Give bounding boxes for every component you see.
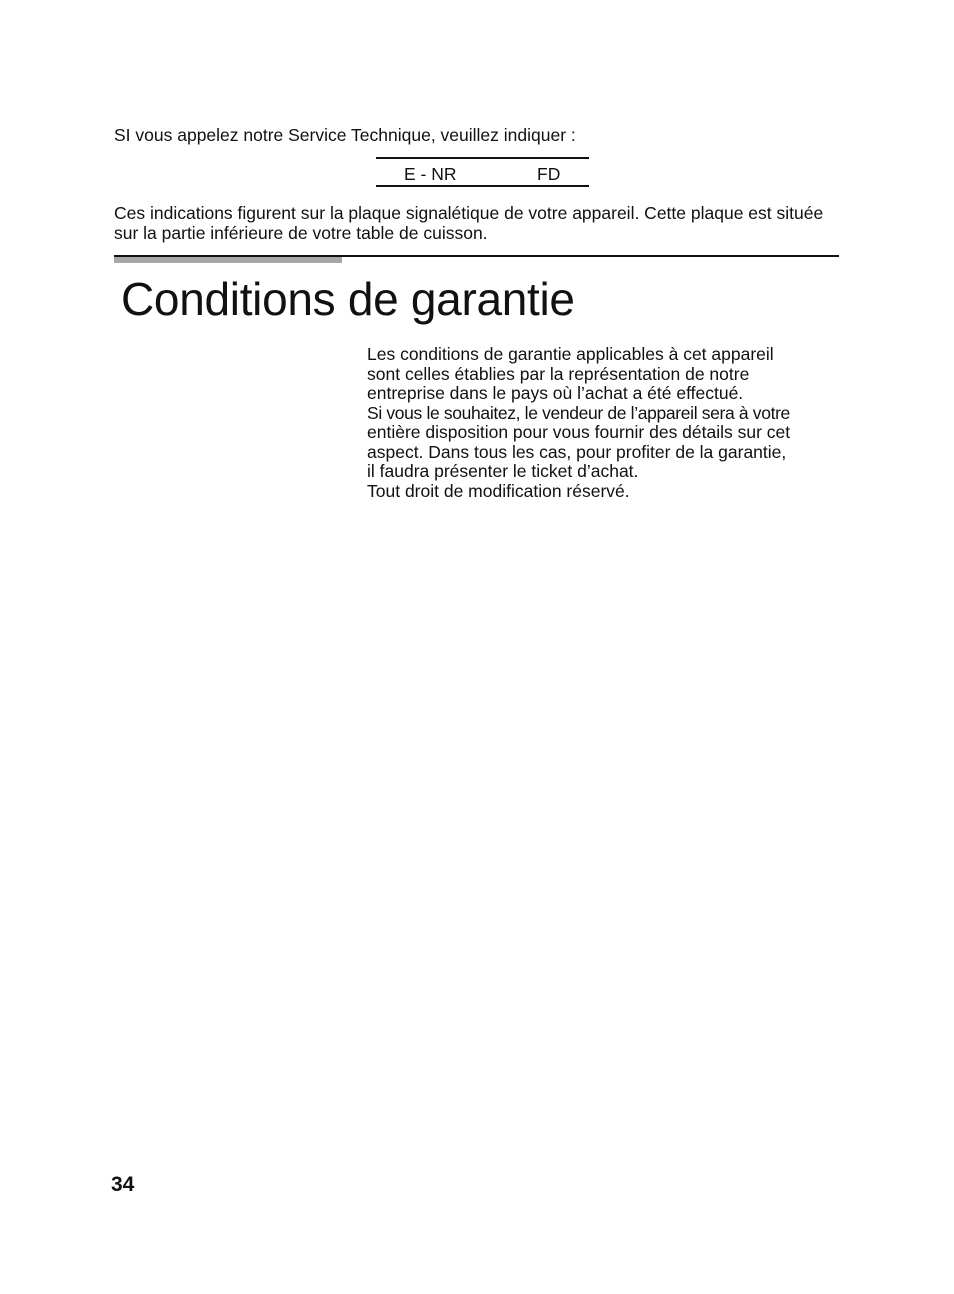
warranty-line: Tout droit de modification réservé. (367, 480, 630, 501)
page-number: 34 (111, 1173, 135, 1196)
enr-label: E - NR (404, 164, 457, 184)
fd-label: FD (537, 164, 561, 184)
warranty-line: Les conditions de garantie applicables à cet appareil (367, 344, 774, 364)
rating-plate-info: Ces indications figurent sur la plaque signalétique de votre appareil. Cette plaque est située sur la partie inférieure de votre table de cuisson. (114, 203, 824, 243)
section-title: Conditions de garantie (121, 273, 575, 325)
warranty-line: entière disposition pour vous fournir des détails sur cet (367, 422, 791, 442)
warranty-line: aspect. Dans tous les cas, pour profiter de la garantie, (367, 441, 787, 462)
reference-number-box (376, 157, 589, 187)
warranty-line: entreprise dans le pays où l’achat a été effectué. (367, 383, 744, 403)
warranty-line: il faudra présenter le ticket d’achat. (367, 461, 639, 481)
warranty-line: sont celles établies par la représentation de notre (367, 363, 750, 384)
section-accent-bar (114, 257, 342, 263)
warranty-line: Si vous le souhaitez, le vendeur de l’appareil sera à votre (367, 402, 790, 423)
warranty-paragraph (367, 345, 847, 501)
service-intro-text: SI vous appelez notre Service Technique, veuillez indiquer : (114, 125, 576, 145)
